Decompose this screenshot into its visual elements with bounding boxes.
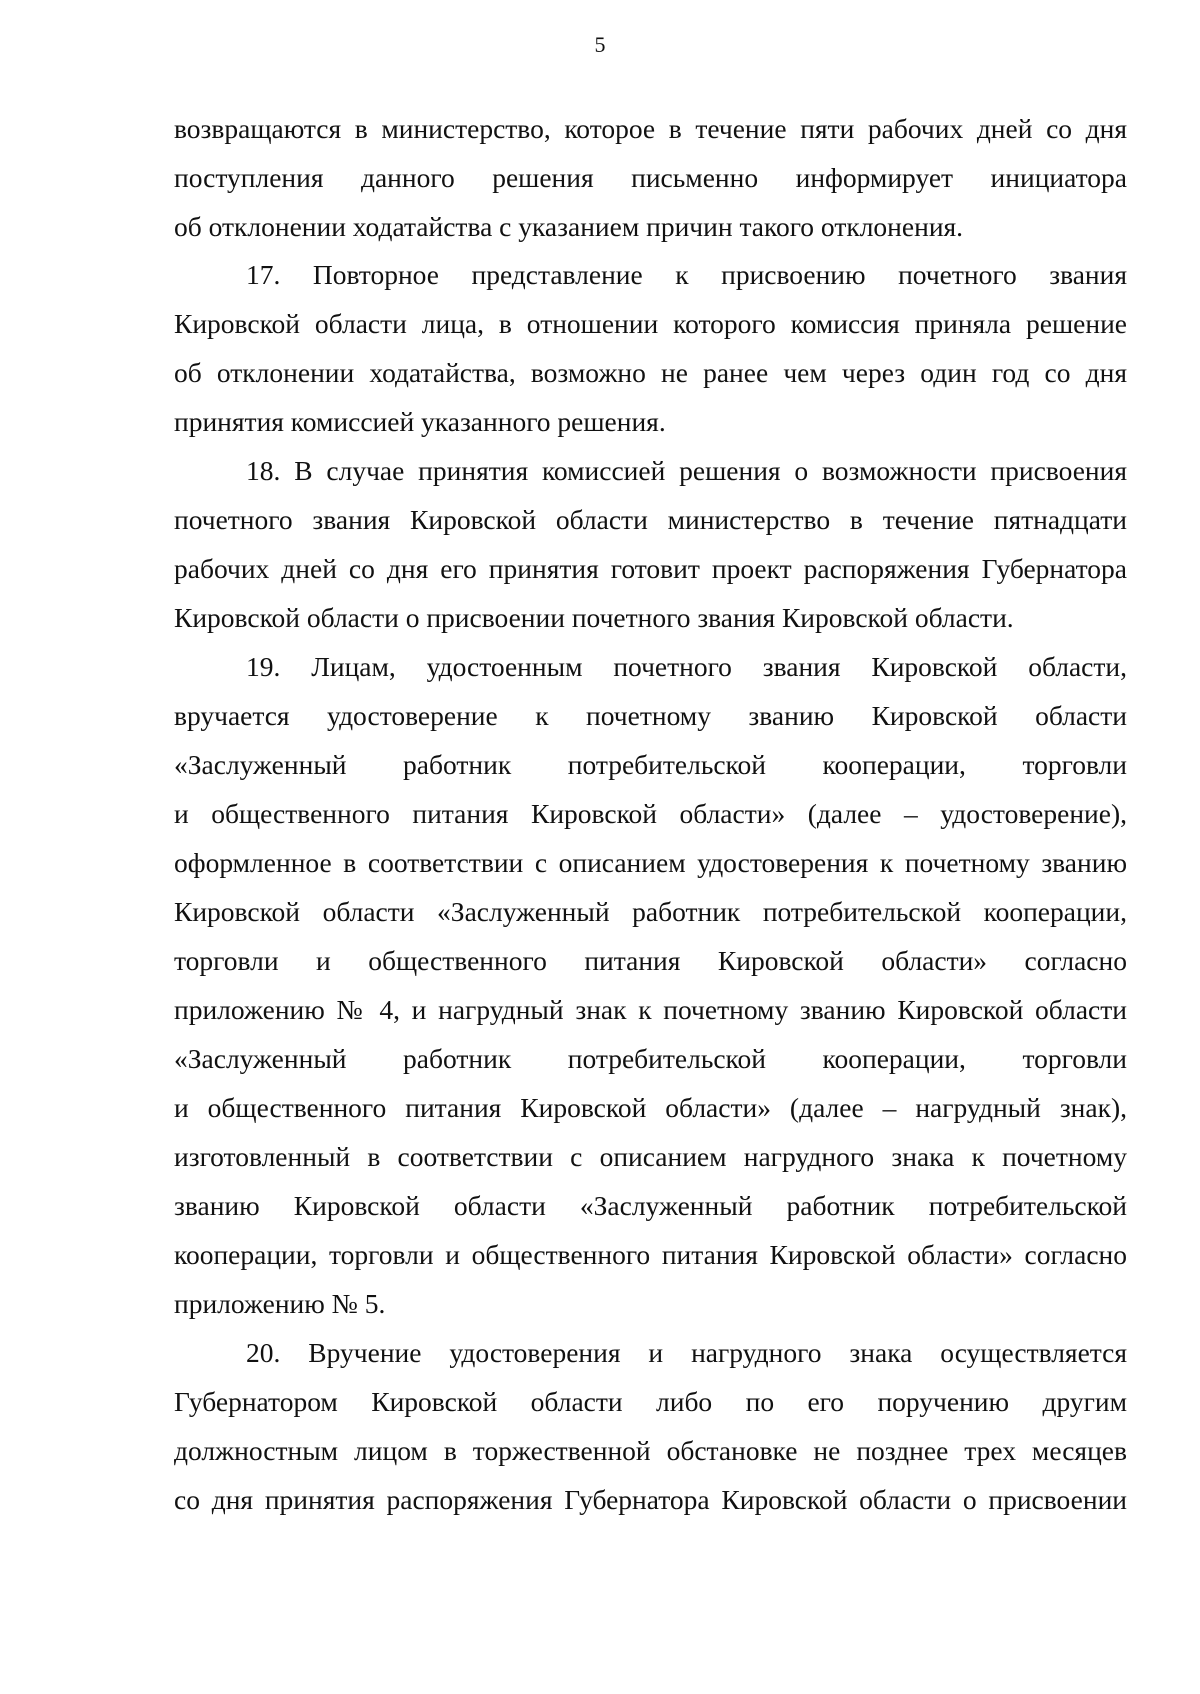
text-line: кооперации, торговли и общественного питания Кировской области» согласно bbox=[174, 1239, 1127, 1270]
text-line: об отклонении ходатайства с указанием причин такого отклонения. bbox=[174, 211, 964, 242]
paragraph-17 bbox=[174, 250, 1127, 446]
text-line: 19. Лицам, удостоенным почетного звания Кировской области, bbox=[246, 651, 1127, 682]
text-line: «Заслуженный работник потребительской кооперации, торговли bbox=[174, 1043, 1127, 1074]
text-line: должностным лицом в торжественной обстановке не позднее трех месяцев bbox=[174, 1435, 1127, 1466]
text-line: Кировской области «Заслуженный работник потребительской кооперации, bbox=[174, 896, 1127, 927]
text-line: оформленное в соответствии с описанием удостоверения к почетному званию bbox=[174, 847, 1127, 878]
text-line: приложению № 5. bbox=[174, 1288, 386, 1319]
text-line: и общественного питания Кировской области» (далее – нагрудный знак), bbox=[174, 1092, 1127, 1123]
document-body bbox=[174, 104, 1127, 1524]
paragraph-continuation bbox=[174, 104, 1127, 251]
paragraph-20 bbox=[174, 1328, 1127, 1524]
text-line: торговли и общественного питания Кировской области» согласно bbox=[174, 945, 1127, 976]
text-line: приложению № 4, и нагрудный знак к почетному званию Кировской области bbox=[174, 994, 1127, 1025]
text-line: изготовленный в соответствии с описанием нагрудного знака к почетному bbox=[174, 1141, 1127, 1172]
text-line: и общественного питания Кировской области» (далее – удостоверение), bbox=[174, 798, 1127, 829]
text-line: поступления данного решения письменно информирует инициатора bbox=[174, 162, 1127, 193]
text-line: Губернатором Кировской области либо по его поручению другим bbox=[174, 1386, 1127, 1417]
text-line: почетного звания Кировской области министерство в течение пятнадцати bbox=[174, 504, 1127, 535]
text-line: со дня принятия распоряжения Губернатора Кировской области о присвоении bbox=[174, 1484, 1127, 1515]
text-line: рабочих дней со дня его принятия готовит проект распоряжения Губернатора bbox=[174, 553, 1127, 584]
text-line: Кировской области о присвоении почетного звания Кировской области. bbox=[174, 602, 1014, 633]
text-line: 17. Повторное представление к присвоению почетного звания bbox=[246, 259, 1127, 290]
text-line: принятия комиссией указанного решения. bbox=[174, 406, 666, 437]
text-line: «Заслуженный работник потребительской кооперации, торговли bbox=[174, 749, 1127, 780]
text-line: званию Кировской области «Заслуженный работник потребительской bbox=[174, 1190, 1127, 1221]
text-line: 20. Вручение удостоверения и нагрудного знака осуществляется bbox=[246, 1337, 1127, 1368]
text-line: об отклонении ходатайства, возможно не ранее чем через один год со дня bbox=[174, 357, 1127, 388]
paragraph-19 bbox=[174, 642, 1127, 1328]
text-line: Кировской области лица, в отношении которого комиссия приняла решение bbox=[174, 308, 1127, 339]
paragraph-18 bbox=[174, 446, 1127, 642]
text-line: возвращаются в министерство, которое в течение пяти рабочих дней со дня bbox=[174, 113, 1127, 144]
page-number: 5 bbox=[594, 32, 606, 57]
text-line: 18. В случае принятия комиссией решения о возможности присвоения bbox=[246, 455, 1127, 486]
text-line: вручается удостоверение к почетному званию Кировской области bbox=[174, 700, 1127, 731]
